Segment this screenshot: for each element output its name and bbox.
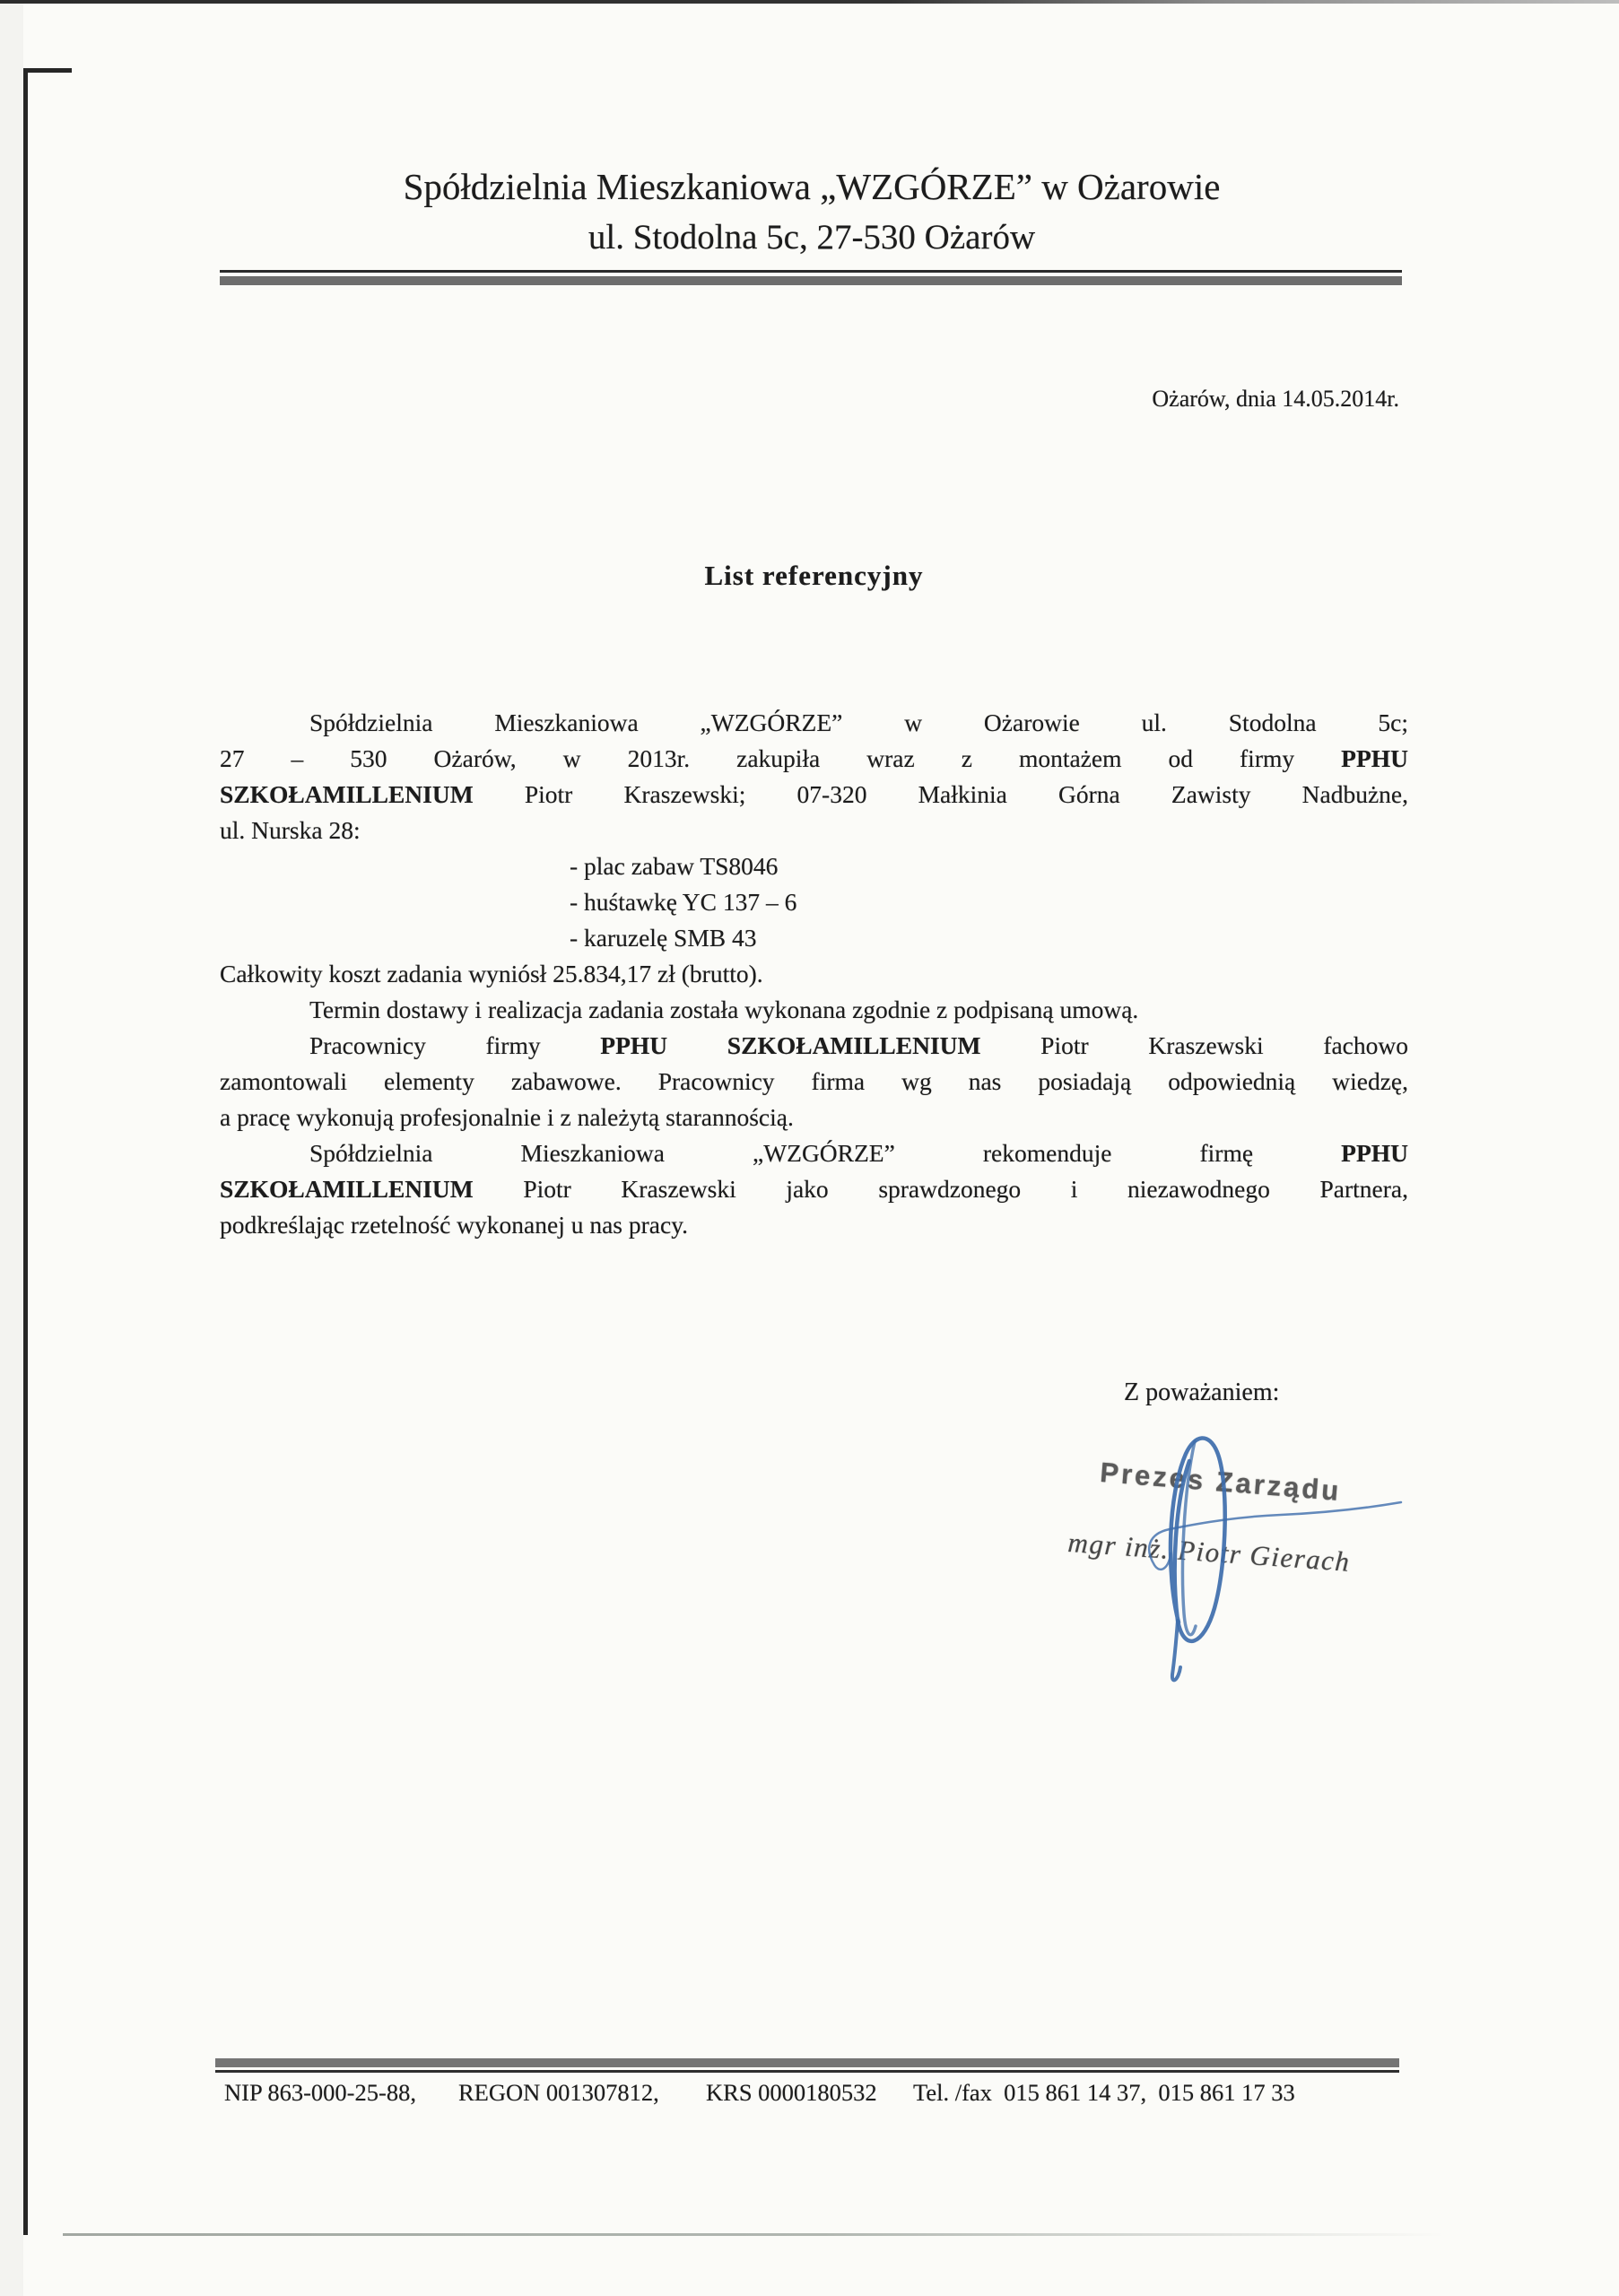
body-line-cost — [220, 956, 1408, 992]
body-text: Spółdzielnia Mieszkaniowa „WZGÓRZE” rekomenduje firmę — [309, 1139, 1342, 1167]
body-text: Piotr Kraszewski fachowo — [980, 1031, 1408, 1059]
body-text: - plac zabaw TS8046 — [570, 852, 779, 880]
body-text: a pracę wykonują profesjonalnie i z należytą starannością. — [220, 1103, 794, 1131]
date-line: Ożarów, dnia 14.05.2014r. — [1152, 386, 1399, 412]
body-text-bold: PPHU — [1341, 744, 1408, 772]
footer-rule-thick — [215, 2058, 1399, 2067]
body-line-15 — [220, 1207, 1408, 1243]
list-item-playground — [220, 848, 1408, 884]
closing-phrase: Z poważaniem: — [1124, 1378, 1280, 1406]
body-text: ul. Nurska 28: — [220, 816, 361, 844]
scan-left-margin-shade — [0, 0, 23, 2296]
stamp-name-text: mgr inż. Piotr Gierach — [1066, 1526, 1352, 1578]
footer-rule-thin — [215, 2070, 1399, 2073]
body-line-14 — [220, 1171, 1408, 1207]
letterhead-org-name: Spółdzielnia Mieszkaniowa „WZGÓRZE” w Ożarowie — [403, 166, 1221, 207]
body-line-delivery — [220, 992, 1408, 1028]
body-text-bold: SZKOŁAMILLENIUM — [220, 780, 474, 808]
body-line-1 — [220, 705, 1408, 741]
list-item-carousel — [220, 920, 1408, 956]
body-text-bold: PPHU SZKOŁAMILLENIUM — [600, 1031, 981, 1059]
document-title: List referencyjny — [704, 560, 924, 591]
letterhead-rule-thin — [220, 270, 1402, 273]
body-text: Piotr Kraszewski; 07-320 Małkinia Górna Zawisty Nadbużne, — [473, 780, 1408, 808]
signature-flourish-stroke — [1149, 1502, 1401, 1570]
body-line-3 — [220, 777, 1408, 813]
body-text: 27 – 530 Ożarów, w 2013r. zakupiła wraz z montażem od firmy — [220, 744, 1342, 772]
footer-nip: NIP 863-000-25-88, — [224, 2079, 416, 2106]
footer-telfax: Tel. /fax 015 861 14 37, 015 861 17 33 — [913, 2079, 1295, 2106]
body-line-12 — [220, 1100, 1408, 1135]
scan-top-edge-artifact — [0, 0, 1619, 4]
pen-signature — [1130, 1431, 1417, 1695]
body-line-4 — [220, 813, 1408, 848]
signature-loop-stroke — [1171, 1438, 1225, 1640]
body-line-11 — [220, 1064, 1408, 1100]
body-text: zamontowali elementy zabawowe. Pracownicy firma wg nas posiadają odpowiednią wiedzę, — [220, 1067, 1408, 1095]
scan-page-corner-vertical-line — [23, 68, 28, 2235]
body-text-bold: PPHU — [1341, 1139, 1408, 1167]
letterhead-rule-thick — [220, 276, 1402, 285]
list-item-swing — [220, 884, 1408, 920]
body-line-2 — [220, 741, 1408, 777]
body-text-bold: SZKOŁAMILLENIUM — [220, 1175, 474, 1203]
scan-page-corner-horizontal-line — [23, 68, 72, 73]
body-text: Piotr Kraszewski jako sprawdzonego i niezawodnego Partnera, — [473, 1175, 1408, 1203]
body-line-13 — [220, 1135, 1408, 1171]
letterhead — [220, 165, 1404, 258]
body-text: Spółdzielnia Mieszkaniowa „WZGÓRZE” w Ożarowie ul. Stodolna 5c; — [309, 709, 1408, 736]
letterhead-address: ul. Stodolna 5c, 27-530 Ożarów — [588, 218, 1036, 257]
body-text: Całkowity koszt zadania wyniósł 25.834,17 zł (brutto). — [220, 960, 763, 987]
body-text: Termin dostawy i realizacja zadania została wykonana zgodnie z podpisaną umową. — [309, 996, 1139, 1023]
footer-info — [224, 2079, 1417, 2115]
scan-bottom-edge-shadow — [63, 2233, 1444, 2236]
letter-body — [220, 705, 1408, 1243]
stamp-role-text: Prezes Zarządu — [1099, 1457, 1343, 1508]
body-line-10 — [220, 1028, 1408, 1064]
footer-krs: KRS 0000180532 — [706, 2079, 877, 2106]
footer-regon: REGON 001307812, — [458, 2079, 659, 2106]
body-text: podkreślając rzetelność wykonanej u nas pracy. — [220, 1211, 689, 1239]
body-text: - karuzelę SMB 43 — [570, 924, 757, 952]
body-text: Pracownicy firmy — [309, 1031, 601, 1059]
body-text: - huśtawkę YC 137 – 6 — [570, 888, 797, 916]
